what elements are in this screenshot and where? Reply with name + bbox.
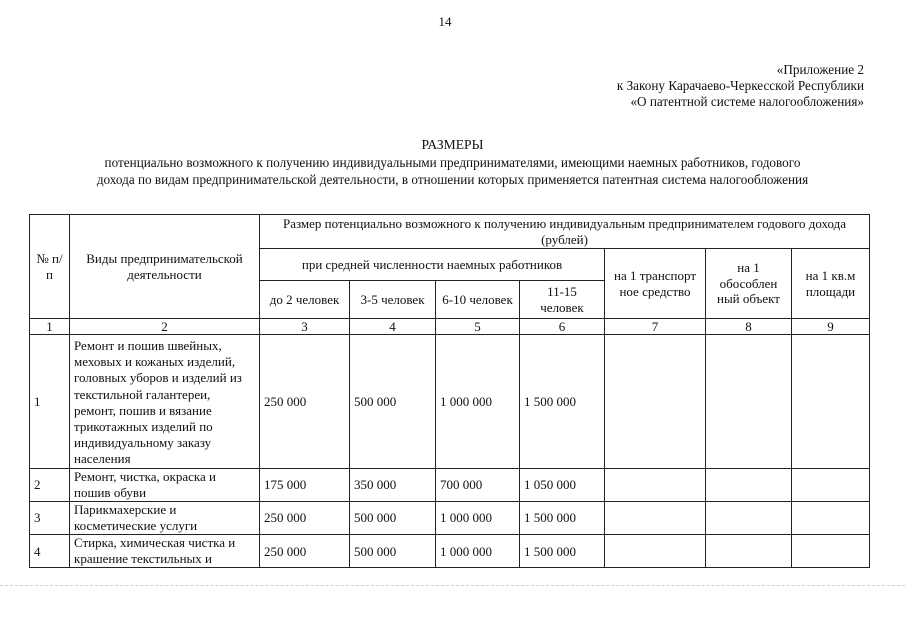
- empty-cell: [706, 535, 792, 568]
- row-number: 1: [30, 335, 70, 469]
- column-number: 9: [792, 319, 870, 335]
- income-value: 1 500 000: [520, 502, 605, 535]
- row-number: 2: [30, 468, 70, 501]
- empty-cell: [706, 335, 792, 469]
- column-number: 2: [70, 319, 260, 335]
- empty-cell: [792, 335, 870, 469]
- column-number: 3: [260, 319, 350, 335]
- column-number: 4: [350, 319, 436, 335]
- empty-cell: [605, 468, 706, 501]
- subtitle-line: дохода по видам предпринимательской деятельности, в отношении которых применяется патентная система налогообложения: [96, 172, 809, 187]
- empty-cell: [605, 535, 706, 568]
- income-value: 500 000: [350, 335, 436, 469]
- scan-artifact-line: [0, 585, 905, 586]
- row-number: 4: [30, 535, 70, 568]
- empty-cell: [605, 502, 706, 535]
- income-size-table: [29, 214, 870, 568]
- income-value: 700 000: [436, 468, 520, 501]
- subtitle-line: потенциально возможного к получению индивидуальными предпринимателями, имеющими наемных работников, годового: [104, 155, 801, 170]
- header-per-sqm: на 1 кв.м площади: [792, 249, 870, 319]
- income-value: 1 000 000: [436, 535, 520, 568]
- empty-cell: [605, 335, 706, 469]
- income-value: 250 000: [260, 335, 350, 469]
- activity-name: Ремонт и пошив швейных, меховых и кожаных изделий, головных уборов и изделий из текстильной галантереи, ремонт, пошив и вязание трикотажных изделий по индивидуальному заказу населения: [70, 335, 260, 469]
- activity-name: Парикмахерские и косметические услуги: [70, 502, 260, 535]
- appendix-line: «О патентной системе налогообложения»: [630, 94, 864, 109]
- income-value: 500 000: [350, 502, 436, 535]
- income-value: 500 000: [350, 535, 436, 568]
- table-row: [30, 468, 870, 501]
- income-value: 175 000: [260, 468, 350, 501]
- header-income-size: Размер потенциально возможного к получению индивидуальным предпринимателем годового дохода (рублей): [260, 215, 870, 249]
- header-staff-group: 3-5 человек: [350, 281, 436, 319]
- column-number: 5: [436, 319, 520, 335]
- table-row: [30, 335, 870, 469]
- header-staff-group: 11-15 человек: [520, 281, 605, 319]
- header-number: № п/п: [30, 215, 70, 319]
- activity-name: Ремонт, чистка, окраска и пошив обуви: [70, 468, 260, 501]
- income-value: 350 000: [350, 468, 436, 501]
- income-value: 250 000: [260, 502, 350, 535]
- empty-cell: [792, 502, 870, 535]
- document-subtitle: [20, 154, 885, 188]
- income-value: 1 500 000: [520, 335, 605, 469]
- income-value: 250 000: [260, 535, 350, 568]
- column-number: 7: [605, 319, 706, 335]
- income-value: 1 000 000: [436, 502, 520, 535]
- table-row: [30, 502, 870, 535]
- column-number: 6: [520, 319, 605, 335]
- header-staff-group: до 2 человек: [260, 281, 350, 319]
- appendix-reference: [617, 62, 864, 110]
- row-number: 3: [30, 502, 70, 535]
- empty-cell: [706, 468, 792, 501]
- column-number: 8: [706, 319, 792, 335]
- empty-cell: [706, 502, 792, 535]
- header-staff-group: 6-10 человек: [436, 281, 520, 319]
- header-per-object: на 1 обособлен ный объект: [706, 249, 792, 319]
- page-number: 14: [438, 14, 452, 29]
- document-title: РАЗМЕРЫ: [421, 137, 484, 152]
- appendix-line: «Приложение 2: [776, 62, 864, 77]
- header-per-vehicle: на 1 транспорт ное средство: [605, 249, 706, 319]
- column-number: 1: [30, 319, 70, 335]
- empty-cell: [792, 535, 870, 568]
- column-number-row: [30, 319, 870, 335]
- header-activity: Виды предпринимательской деятельности: [70, 215, 260, 319]
- activity-name: Стирка, химическая чистка и крашение текстильных и: [70, 535, 260, 568]
- table-row: [30, 535, 870, 568]
- appendix-line: к Закону Карачаево-Черкесской Республики: [616, 78, 864, 93]
- empty-cell: [792, 468, 870, 501]
- income-value: 1 500 000: [520, 535, 605, 568]
- income-value: 1 050 000: [520, 468, 605, 501]
- header-avg-staff: при средней численности наемных работников: [260, 249, 605, 281]
- income-value: 1 000 000: [436, 335, 520, 469]
